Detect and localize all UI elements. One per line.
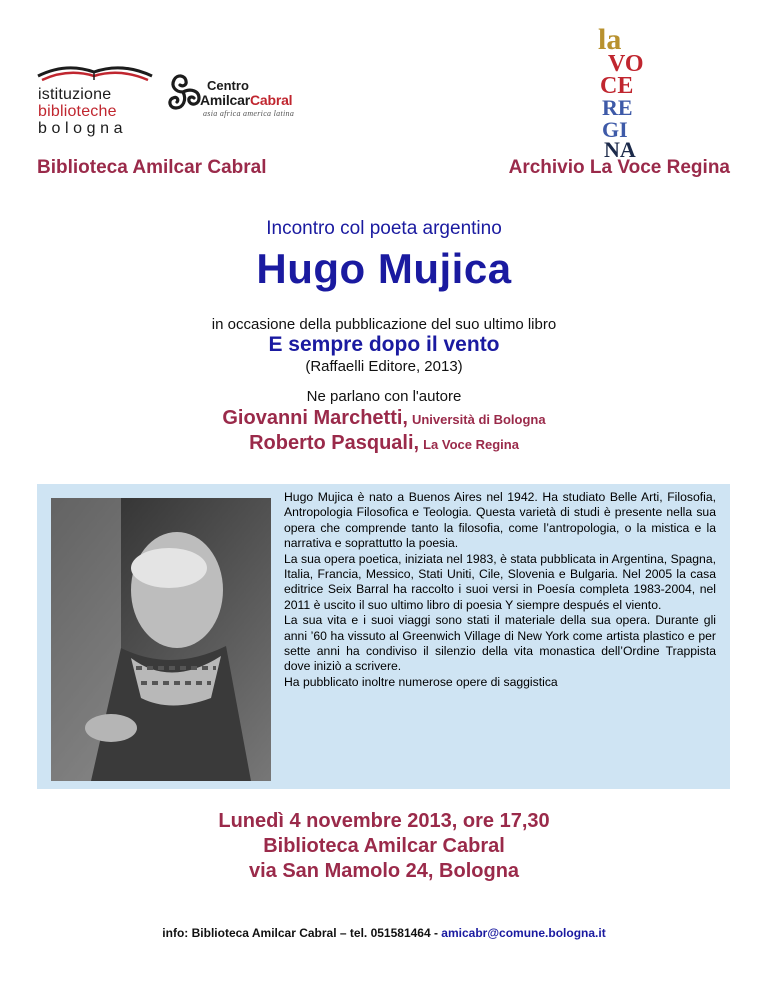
event-date: Lunedì 4 novembre 2013, ore 17,30 [218,810,550,832]
logo-text-biblioteche: biblioteche [38,103,117,120]
bio-paragraph: La sua opera poetica, iniziata nel 1983, è stata pubblicata in Argentina, Spagna, Italia, Francia, Messico, Stati Uniti, Cile, Slovenia e Bulgaria. Nel 2005 la casa editrice Seix Barral ha raccolto i suoi versi in Poesía completa 1983-2004, nel 2011 è uscito il suo ultimo libro di poesia Y siempre después el viento. [284,551,716,612]
bio-paragraph: Ha pubblicato inoltre numerose opere di saggistica [284,674,558,689]
logo-text-bologna: bologna [38,120,128,137]
logo-text-amilcar-cabral [200,92,292,108]
lvr-letters-ce: CE [600,73,634,99]
centro-amilcar-cabral-logo [163,70,313,122]
footer-email-link[interactable]: amicabr@comune.bologna.it [441,926,606,940]
bio-text [284,490,716,690]
lvr-letters-vo: VO [608,51,644,77]
logo-text-istituzione: istituzione [38,86,112,103]
footer-contact: info: Biblioteca Amilcar Cabral – tel. 051581464 - [162,926,442,940]
occasion-text: in occasione della pubblicazione del suo ultimo libro [211,316,557,333]
header-biblioteca: Biblioteca Amilcar Cabral [37,157,267,178]
poet-name: Hugo Mujica [256,245,512,292]
lvr-letters-re: RE [602,95,633,120]
lvr-letters-na: NA [604,137,636,160]
logo-tagline: asia africa america latina [203,109,295,118]
logo-text-cabral: Cabral [249,92,293,108]
speaker-2 [0,432,768,455]
event-subtitle: Incontro col poeta argentino [266,218,502,239]
poet-photo [51,498,271,781]
speaker-name: Giovanni Marchetti, [222,407,408,429]
event-venue: Biblioteca Amilcar Cabral [263,835,505,857]
speakers-intro: Ne parlano con l'autore [306,388,462,405]
header-archivio: Archivio La Voce Regina [508,157,730,178]
footer-info [0,926,768,940]
la-voce-regina-logo [590,25,660,160]
book-title: E sempre dopo il vento [268,333,500,356]
speaker-affiliation: La Voce Regina [423,437,519,452]
logo-text-amilcar: Amilcar [200,92,250,108]
event-address: via San Mamolo 24, Bologna [248,860,520,882]
speaker-name: Roberto Pasquali, [249,432,420,454]
lvr-letters-gi: GI [602,117,628,142]
speaker-1 [0,407,768,430]
bio-box [37,484,730,789]
triskelion-icon [163,70,203,116]
bio-paragraph: La sua vita e i suoi viaggi sono stati il materiale della sua opera. Durante gli anni ’60 ha vissuto al Greenwich Village di New York come artista plastico e per sette anni ha condiviso il silenzio della vita monastica dell’Ordine Trappista dove iniziò a scrivere. [284,613,716,674]
logo-text-centro: Centro [207,78,249,93]
istituzione-biblioteche-logo [36,60,158,137]
portrait-image [51,498,271,781]
publisher-text: (Raffaelli Editore, 2013) [305,358,463,375]
speaker-affiliation: Università di Bologna [411,412,546,427]
bio-paragraph: Hugo Mujica è nato a Buenos Aires nel 1942. Ha studiato Belle Arti, Filosofia, Antropologia Filosofica e Teologia. Questa varietà di studi è presente nella sua opera che comprende tanto la filosofia, come l’antropologia, o la mistica e la narrativa e soprattutto la poesia. [284,490,716,551]
open-book-icon [36,60,154,82]
lvr-letters-la: la [598,25,622,56]
